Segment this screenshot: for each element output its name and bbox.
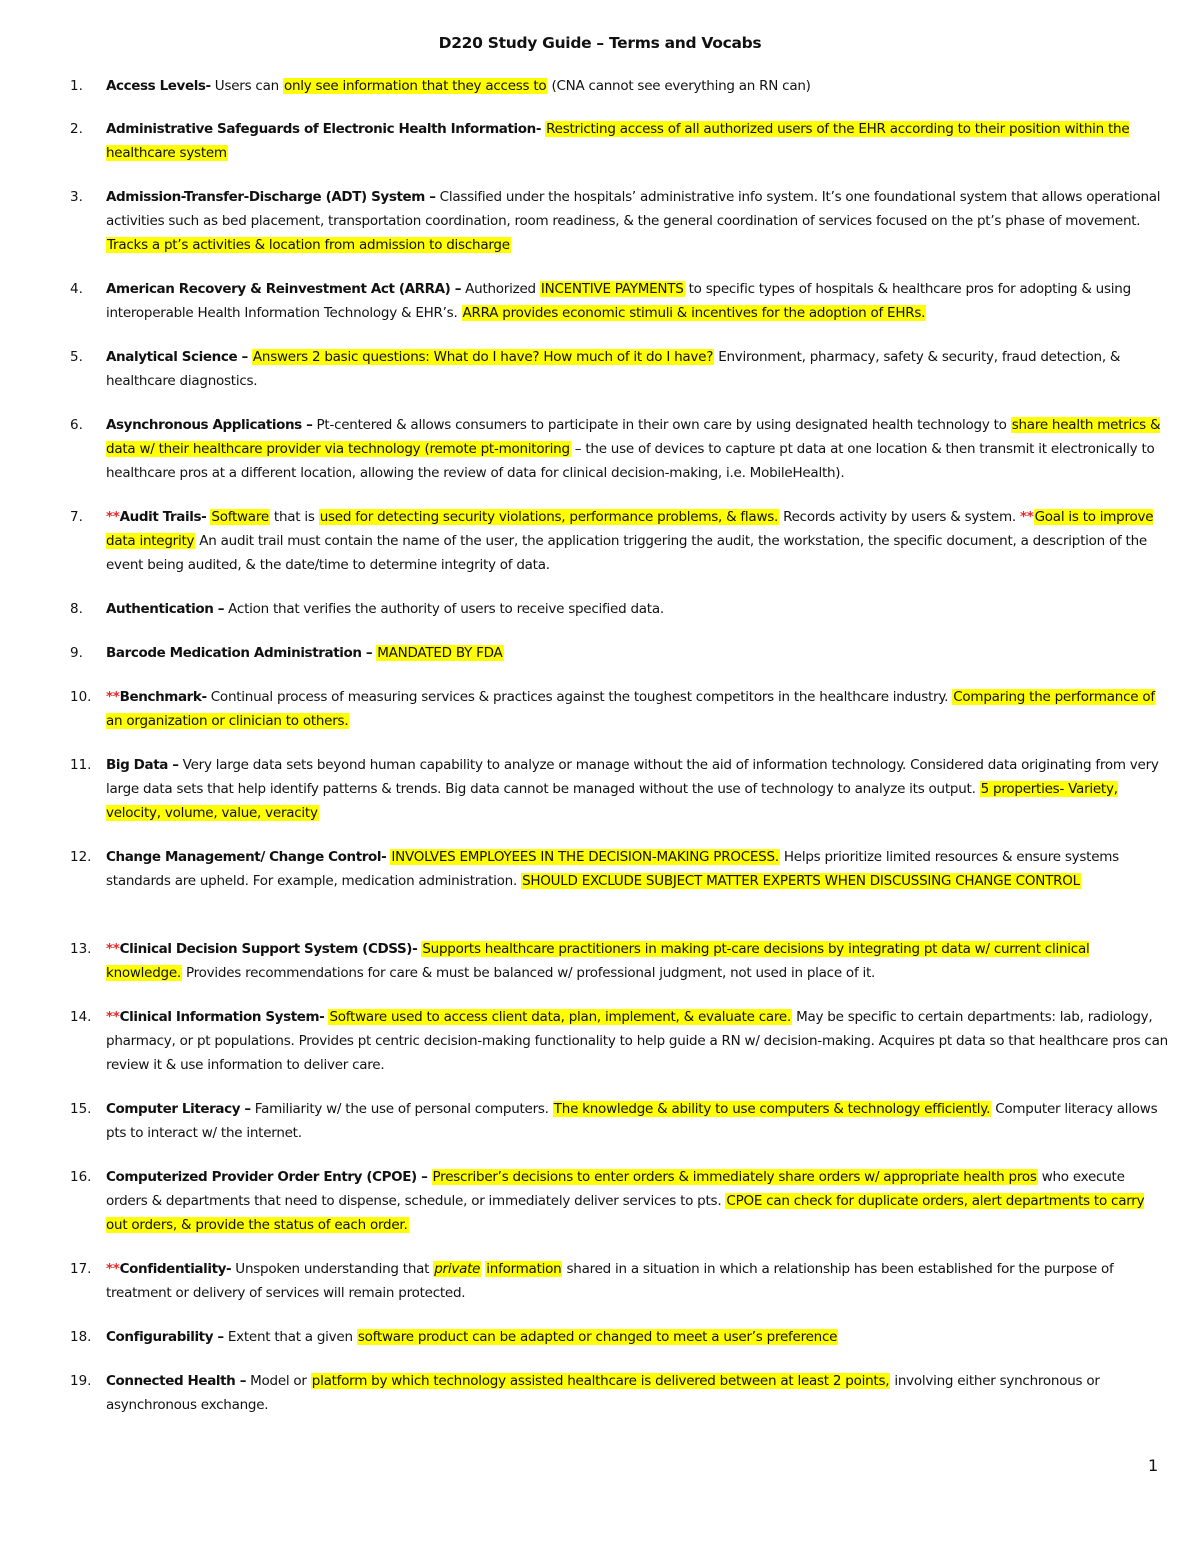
- term-label: Computerized Provider Order Entry (CPOE) –: [106, 1169, 428, 1185]
- highlighted-text: The knowledge & ability to use computers & technology efficiently.: [553, 1101, 991, 1117]
- term-text: [427, 1169, 431, 1185]
- term-label: Confidentiality-: [119, 1261, 232, 1277]
- term-text: May be specific to certain departments: lab, radiology, pharmacy, or pt populations. Provides pt centric decision-making functionality to help guide a RN w/ decision-making. Acquires pt data so that healthcare pros can review it & use information to deliver care.: [106, 1009, 1168, 1073]
- highlighted-text: Comparing the performance of an organization or clinician to others.: [106, 689, 1155, 729]
- term-label: Computer Literacy –: [106, 1101, 251, 1117]
- term-text: who execute orders & departments that need to dispense, schedule, or immediately deliver services to pts.: [106, 1169, 1125, 1209]
- term-label: Configurability –: [106, 1329, 224, 1345]
- term-body: [106, 753, 1168, 825]
- importance-stars: **: [106, 689, 120, 705]
- term-body: [106, 505, 1168, 577]
- highlighted-text: SHOULD EXCLUDE SUBJECT MATTER EXPERTS WHEN DISCUSSING CHANGE CONTROL: [522, 873, 1080, 889]
- term-label: Access Levels-: [106, 78, 211, 94]
- term-number: 5.: [70, 349, 83, 365]
- term-label: Connected Health –: [106, 1373, 247, 1389]
- term-number: 4.: [70, 281, 83, 297]
- highlighted-text: share health metrics & data w/ their healthcare provider via technology (remote pt-monitoring: [106, 417, 1161, 457]
- term-body: [106, 74, 1168, 98]
- term-label: American Recovery & Reinvestment Act (ARRA) –: [106, 281, 462, 297]
- page-number: 1: [1148, 1456, 1159, 1475]
- term-text: Records activity by users & system.: [779, 509, 1020, 525]
- term-body: [106, 1325, 1168, 1349]
- highlighted-text: Answers 2 basic questions: What do I have? How much of it do I have?: [252, 349, 714, 365]
- highlighted-text: MANDATED BY FDA: [377, 645, 503, 661]
- term-body: [106, 185, 1168, 257]
- term-number: 12.: [70, 849, 92, 865]
- term-text: Very large data sets beyond human capability to analyze or manage without the aid of information technology. Considered data originating from very large data sets that help identify patterns & trends. Big data cannot be managed without the use of technology to analyze its output.: [106, 757, 1159, 797]
- term-body: [106, 1257, 1168, 1305]
- term-number: 8.: [70, 601, 83, 617]
- term-text: Unspoken understanding that: [231, 1261, 434, 1277]
- page-title: D220 Study Guide – Terms and Vocabs: [438, 34, 762, 52]
- term-text: Computer literacy allows pts to interact w/ the internet.: [106, 1101, 1158, 1141]
- term-text: Extent that a given: [223, 1329, 357, 1345]
- highlighted-text: ARRA provides economic stimuli & incentives for the adoption of EHRs.: [462, 305, 926, 321]
- highlighted-text: only see information that they access to: [283, 78, 547, 94]
- term-label: Change Management/ Change Control-: [106, 849, 387, 865]
- highlighted-text: INVOLVES EMPLOYEES IN THE DECISION-MAKING PROCESS.: [391, 849, 779, 865]
- highlighted-text: Restricting access of all authorized users of the EHR according to their position within the healthcare system: [106, 121, 1130, 161]
- term-number: 10.: [70, 689, 92, 705]
- term-number: 9.: [70, 645, 83, 661]
- term-text: Provides recommendations for care & must be balanced w/ professional judgment, not used in place of it.: [181, 965, 876, 981]
- highlighted-text: information: [486, 1261, 562, 1277]
- term-number: 19.: [70, 1373, 92, 1389]
- highlighted-text: private: [434, 1261, 481, 1277]
- term-body: [106, 1097, 1168, 1145]
- term-body: [106, 345, 1168, 393]
- term-text: Users can: [210, 78, 283, 94]
- term-number: 3.: [70, 189, 83, 205]
- term-text: Authorized: [461, 281, 540, 297]
- term-body: [106, 117, 1168, 165]
- highlighted-text: Software used to access client data, plan, implement, & evaluate care.: [329, 1009, 792, 1025]
- term-body: [106, 413, 1168, 485]
- importance-stars: **: [1019, 509, 1034, 525]
- highlighted-text: INCENTIVE PAYMENTS: [540, 281, 684, 297]
- term-number: 2.: [70, 121, 83, 137]
- term-text: Classified under the hospitals’ administrative info system. It’s one foundational system that allows operational activities such as bed placement, transportation coordination, room readiness, & the general coordination of services focused on the pt’s phase of movement.: [106, 189, 1161, 229]
- importance-stars: **: [106, 509, 120, 525]
- term-body: [106, 937, 1168, 985]
- term-label: Clinical Decision Support System (CDSS)-: [119, 941, 418, 957]
- highlighted-text: used for detecting security violations, performance problems, & flaws.: [319, 509, 779, 525]
- importance-stars: **: [106, 1261, 120, 1277]
- importance-stars: **: [106, 1009, 120, 1025]
- term-label: Asynchronous Applications –: [106, 417, 313, 433]
- term-label: Admission-Transfer-Discharge (ADT) System –: [106, 189, 436, 205]
- term-number: 11.: [70, 757, 92, 773]
- highlighted-text: Software: [211, 509, 269, 525]
- term-text: to specific types of hospitals & healthcare pros for adopting & using interoperable Health Information Technology & EHR’s.: [106, 281, 1131, 321]
- term-body: [106, 1005, 1168, 1077]
- term-number: 14.: [70, 1009, 92, 1025]
- term-body: [106, 685, 1168, 733]
- term-label: Barcode Medication Administration –: [106, 645, 373, 661]
- term-body: [106, 277, 1168, 325]
- term-body: [106, 845, 1168, 893]
- term-body: [106, 1165, 1168, 1237]
- importance-stars: **: [106, 941, 120, 957]
- term-text: that is: [269, 509, 319, 525]
- term-number: 6.: [70, 417, 83, 433]
- term-text: An audit trail must contain the name of the user, the application triggering the audit, the workstation, the specific document, a description of the event being audited, & the date/time to determine integrity of data.: [106, 533, 1147, 573]
- term-text: Model or: [246, 1373, 311, 1389]
- term-number: 15.: [70, 1101, 92, 1117]
- term-body: [106, 1369, 1168, 1417]
- term-number: 7.: [70, 509, 83, 525]
- highlighted-text: platform by which technology assisted healthcare is delivered between at least 2 points,: [311, 1373, 890, 1389]
- highlighted-text: Supports healthcare practitioners in making pt-care decisions by integrating pt data w/ current clinical knowledge.: [106, 941, 1090, 981]
- highlighted-text: Goal is to improve data integrity: [106, 509, 1154, 549]
- term-text: (CNA cannot see everything an RN can): [547, 78, 811, 94]
- term-text: Pt-centered & allows consumers to participate in their own care by using designated health technology to: [312, 417, 1011, 433]
- highlighted-text: Prescriber’s decisions to enter orders & immediately share orders w/ appropriate health pros: [432, 1169, 1037, 1185]
- term-number: 16.: [70, 1169, 92, 1185]
- term-text: Familiarity w/ the use of personal computers.: [250, 1101, 553, 1117]
- term-label: Authentication –: [106, 601, 225, 617]
- term-text: involving either synchronous or asynchronous exchange.: [106, 1373, 1100, 1413]
- term-text: Environment, pharmacy, safety & security, fraud detection, & healthcare diagnostics.: [106, 349, 1121, 389]
- highlighted-text: CPOE can check for duplicate orders, alert departments to carry out orders, & provide the status of each order.: [106, 1193, 1145, 1233]
- term-text: shared in a situation in which a relationship has been established for the purpose of treatment or delivery of services will remain protected.: [106, 1261, 1114, 1301]
- term-label: Audit Trails-: [119, 509, 207, 525]
- term-text: – the use of devices to capture pt data at one location & then transmit it electronically to healthcare pros at a different location, allowing the review of data for clinical decision-making, i.e. MobileHealth).: [106, 441, 1155, 481]
- term-label: Administrative Safeguards of Electronic Health Information-: [106, 121, 542, 137]
- term-text: Continual process of measuring services & practices against the toughest competitors in the healthcare industry.: [206, 689, 953, 705]
- highlighted-text: 5 properties- Variety, velocity, volume, value, veracity: [106, 781, 1118, 821]
- term-body: [106, 641, 1168, 665]
- highlighted-text: Tracks a pt’s activities & location from admission to discharge: [107, 237, 510, 253]
- term-label: Clinical Information System-: [119, 1009, 325, 1025]
- term-text: Helps prioritize limited resources & ensure systems standards are upheld. For example, medication administration.: [106, 849, 1119, 889]
- term-number: 1.: [70, 78, 83, 94]
- term-number: 13.: [70, 941, 92, 957]
- term-number: 17.: [70, 1261, 92, 1277]
- term-body: [106, 597, 1168, 621]
- term-label: Big Data –: [106, 757, 179, 773]
- term-text: Action that verifies the authority of users to receive specified data.: [224, 601, 664, 617]
- term-label: Analytical Science –: [106, 349, 248, 365]
- term-number: 18.: [70, 1329, 92, 1345]
- highlighted-text: software product can be adapted or changed to meet a user’s preference: [357, 1329, 838, 1345]
- term-label: Benchmark-: [119, 689, 207, 705]
